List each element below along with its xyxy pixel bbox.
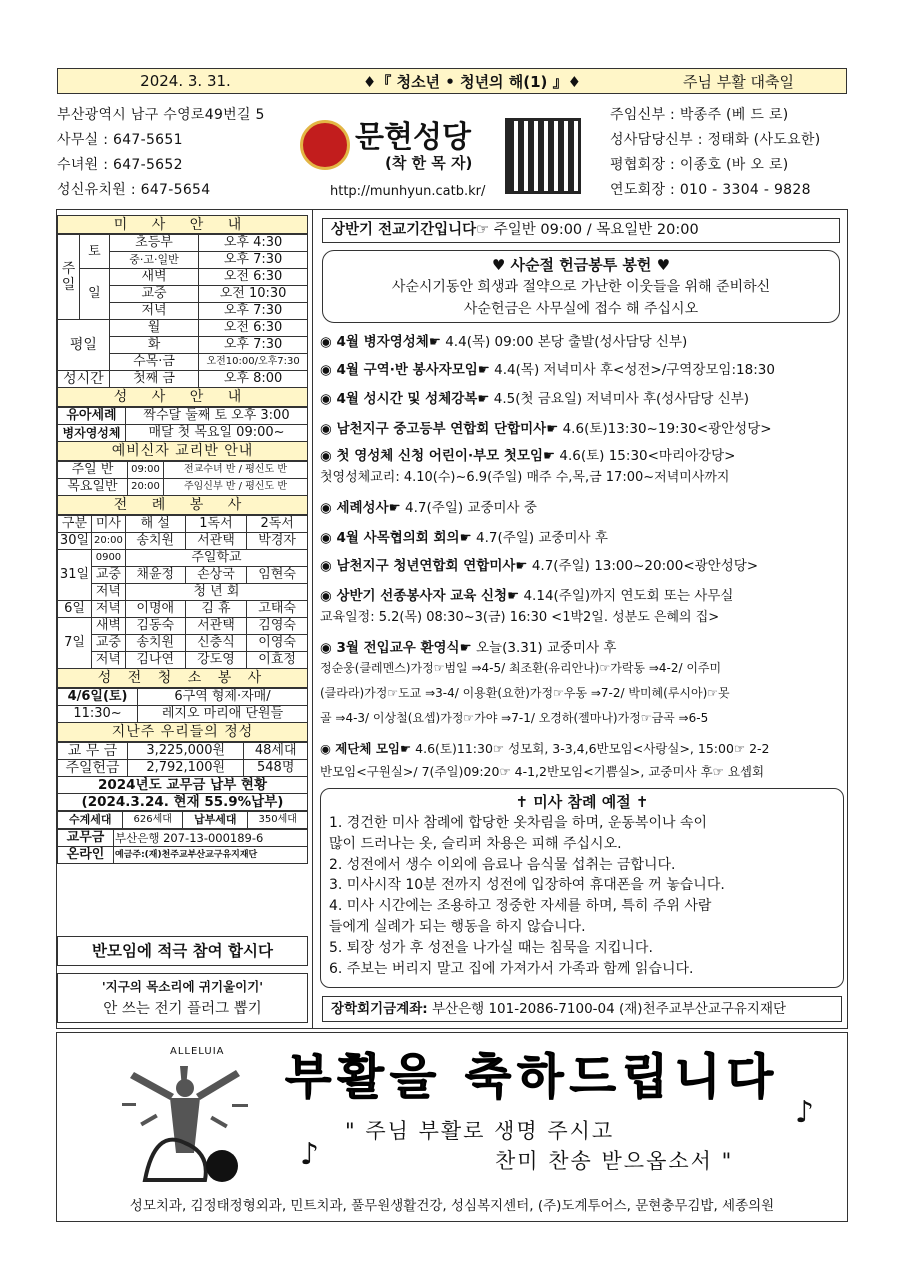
class-teacher: 주임신부 반 / 평신도 반 (164, 479, 308, 496)
service-day: 6일 (58, 601, 92, 618)
account-label: 교무금 (58, 830, 114, 847)
service-person: 김 휴 (185, 601, 247, 618)
notice-title: ◉ 4월 사목협의회 회의 (320, 530, 460, 546)
notice-item (320, 444, 735, 464)
etiquette-rule: 많이 드러나는 옷, 슬리퍼 차용은 피해 주십시오. (329, 835, 622, 852)
lent-line: 사순시기동안 희생과 절약으로 가난한 이웃들을 위해 준비하신 (391, 279, 771, 295)
slogan-box: 반모임에 적극 참여 합시다 (57, 936, 308, 966)
notice-detail: ☛ 4.7(주일) 13:00~20:00<광안성당> (515, 558, 759, 574)
weekday-label: 평일 (58, 320, 110, 371)
mass-time: 오후 7:30 (199, 303, 308, 320)
notice-item (320, 739, 770, 757)
feast-name: 주님 부활 대축일 (683, 72, 794, 91)
notice-item (320, 358, 775, 378)
etiquette-rule: 6. 주보는 버리지 말고 집에 가져가서 가족과 함께 읽습니다. (329, 960, 694, 977)
music-note-icon: ♪ (795, 1095, 815, 1130)
lent-title: ♥ 사순절 헌금봉투 봉헌 ♥ (491, 256, 671, 274)
sacrament-time: 매달 첫 목요일 09:00~ (126, 425, 308, 442)
mass-time: 오후 4:30 (199, 235, 308, 252)
offering-count: 548명 (244, 760, 308, 777)
notice-detail: ☛ 4.6(토)13:30~19:30<광안성당> (546, 421, 772, 437)
count-label: 납부세대 (182, 812, 247, 829)
column-divider (312, 209, 313, 1029)
mass-name: 중·고·일반 (109, 252, 198, 269)
mass-name: 화 (109, 337, 198, 354)
notice-detail: ☛ 4.7(주일) 교중미사 중 (388, 500, 537, 516)
yeondo-president: 연도회장 : 010 - 3304 - 9828 (610, 182, 811, 198)
service-mass: 저녁 (91, 652, 125, 669)
scholarship-account: 부산은행 101-2086-7100-04 (재)천주교부산교구유지재단 (431, 1001, 787, 1017)
service-person: 고태숙 (247, 601, 308, 618)
council-president: 평협회장 : 이종호 (바 오 로) (610, 157, 789, 173)
service-person: 이효정 (247, 652, 308, 669)
service-day: 7일 (58, 618, 92, 669)
earth-title: '지구의 목소리에 귀기울이기' (101, 979, 264, 994)
sacrament-time: 짝수달 둘째 토 오후 3:00 (126, 408, 308, 425)
mass-time: 오전 10:30 (199, 286, 308, 303)
service-person: 박경자 (247, 533, 308, 550)
sponsor-list: 성모치과, 김정태정형외과, 민트치과, 풀무원생활건강, 성심복지센터, (주)도계투어스, 문현충무김밥, 세종의원 (129, 1198, 775, 1214)
mass-name: 월 (109, 320, 198, 337)
welcome-line: 골 ⇒4-3/ 이상철(요셉)가정☞가야 ⇒7-1/ 오경하(젤마나)가정☞금곡 ⇒6-5 (320, 711, 709, 725)
mass-name: 교중 (109, 286, 198, 303)
class-time: 09:00 (128, 462, 164, 479)
notice-title: ◉ 제단체 모임 (320, 741, 400, 756)
scholarship-label: 장학회기금계좌: (331, 1001, 428, 1017)
notice-title: ◉ 3월 전입교우 환영식 (320, 640, 460, 656)
mass-time: 오전 6:30 (199, 269, 308, 286)
account-holder: 예금주:(재)천주교부산교구유지재단 (114, 847, 308, 864)
col-header: 2독서 (247, 516, 308, 533)
sacrament-title: 성 사 안 내 (57, 388, 308, 407)
welcome-line: 정순웅(클레멘스)가정☞범일 ⇒4-5/ 최조환(유리안나)☞가락동 ⇒4-2/ 이주미 (320, 661, 722, 675)
mass-name: 새벽 (109, 269, 198, 286)
dues-status-title: 2024년도 교무금 납부 현황 (58, 777, 308, 794)
etiquette-box (320, 788, 844, 988)
offering-title: 지난주 우리들의 정성 (57, 723, 308, 742)
class-name: 주일 반 (58, 462, 128, 479)
sacrament-name: 병자영성체 (58, 425, 126, 442)
cleaning-time: 11:30~ (58, 706, 138, 723)
holy-hour-label: 성시간 (58, 371, 110, 388)
service-person: 신충식 (185, 635, 247, 652)
notice-item (320, 554, 758, 574)
notice-title: ◉ 4월 병자영성체 (320, 334, 429, 350)
account-label: 온라인 (58, 847, 114, 864)
qr-code-icon[interactable] (505, 118, 581, 194)
service-person: 이명애 (125, 601, 185, 618)
notice-detail: ☛ 4.6(토) 15:30<마리아강당> (542, 448, 736, 464)
etiquette-title: ✝ 미사 참례 예절 ✝ (515, 793, 649, 811)
etiquette-rule: 1. 경건한 미사 참례에 합당한 옷차림을 하며, 운동복이나 속이 (329, 815, 707, 831)
parish-name: 문현성당 (355, 120, 471, 155)
notice-detail: ☛ 4.4(목) 저녁미사 후<성전>/구역장모임:18:30 (477, 362, 775, 378)
offering-count: 48세대 (244, 743, 308, 760)
staff-list (610, 103, 821, 203)
sunday-label: 주일 (58, 235, 80, 320)
alleluia-text: ALLELUIA (170, 1046, 225, 1057)
service-day: 30일 (58, 533, 92, 550)
parish-logo-icon (300, 120, 350, 170)
notice-title: ◉ 4월 성시간 및 성체강복 (320, 391, 478, 407)
music-note-icon: ♪ (300, 1137, 320, 1172)
notice-sub: 교육일정: 5.2(목) 08:30~3(금) 16:30 <1박2일. 성분도 은혜의 집> (320, 610, 720, 625)
notice-title: ◉ 첫 영성체 신청 어린이·부모 첫모임 (320, 448, 543, 464)
etiquette-rule: 들에게 실례가 되는 행동을 하지 않습니다. (329, 918, 586, 935)
risen-christ-icon (110, 1058, 260, 1183)
easter-verse: 찬미 찬송 받으옵소서 " (495, 1149, 734, 1173)
header-bar (57, 68, 847, 94)
contact-info (57, 103, 265, 203)
service-person: 김동숙 (125, 618, 185, 635)
notice-item (320, 417, 772, 437)
service-person: 서관택 (185, 533, 247, 550)
sacrament-name: 유아세례 (58, 408, 126, 425)
service-person: 손상국 (185, 567, 247, 584)
service-mass: 0900 (91, 550, 125, 567)
mass-title: 미 사 안 내 (57, 215, 308, 234)
offering-amount: 2,792,100원 (128, 760, 244, 777)
sun-label: 일 (79, 269, 109, 320)
class-time: 20:00 (128, 479, 164, 496)
offering-type: 교 무 금 (58, 743, 128, 760)
mass-time: 오전 6:30 (199, 320, 308, 337)
account-number: 부산은행 207-13-000189-6 (114, 830, 308, 847)
service-mass: 저녁 (91, 584, 125, 601)
offering-amount: 3,225,000원 (128, 743, 244, 760)
convent-phone: 수녀원 : 647-5652 (57, 157, 183, 173)
lent-box (322, 250, 840, 323)
mission-title: 상반기 전교기간입니다 (331, 222, 477, 238)
service-mass: 새벽 (91, 618, 125, 635)
parish-url[interactable]: http://munhyun.catb.kr/ (330, 184, 486, 199)
easter-verse: " 주님 부활로 생명 주시고 (345, 1119, 615, 1143)
catechism-title: 예비신자 교리반 안내 (57, 442, 308, 461)
etiquette-rule: 2. 성전에서 생수 이외에 음료나 음식물 섭취는 금합니다. (329, 856, 676, 873)
easter-title: 부활을 축하드립니다 (285, 1049, 780, 1105)
parish-subtitle: (착 한 목 자) (385, 154, 473, 172)
notice-item (320, 387, 749, 407)
class-name: 목요일반 (58, 479, 128, 496)
cleaning-title: 성 전 청 소 봉 사 (57, 669, 308, 688)
mass-time: 오후 7:30 (199, 252, 308, 269)
service-person: 송치원 (125, 533, 185, 550)
notice-detail: ☛ 4.7(주일) 교중미사 후 (459, 530, 608, 546)
notice-item (320, 636, 616, 656)
count-value: 626세대 (123, 812, 183, 829)
service-person: 서관택 (185, 618, 247, 635)
service-person: 김영숙 (247, 618, 308, 635)
notice-item (320, 584, 733, 604)
etiquette-rule: 3. 미사시작 10분 전까지 성전에 입장하여 휴대폰을 꺼 놓습니다. (329, 877, 725, 894)
earth-action: 안 쓰는 전기 플러그 뽑기 (103, 1001, 262, 1017)
notice-item (320, 330, 687, 350)
mass-name: 첫째 금 (109, 371, 198, 388)
office-phone: 사무실 : 647-5651 (57, 132, 183, 148)
cleaning-team: 6구역 형제·자매/ (138, 689, 308, 706)
sat-label: 토 (79, 235, 109, 269)
scholarship-box (322, 996, 842, 1022)
mass-time: 오후 7:30 (199, 337, 308, 354)
notice-title: ◉ 상반기 선종봉사자 교육 신청 (320, 588, 508, 604)
assistant-priest: 성사담당신부 : 정태화 (사도요한) (610, 132, 821, 148)
lent-line: 사순헌금은 사무실에 접수 해 주십시오 (463, 301, 699, 317)
count-label: 수계세대 (58, 812, 123, 829)
col-header: 구분 (58, 516, 92, 533)
service-mass: 교중 (91, 567, 125, 584)
address: 부산광역시 남구 수영로49번길 5 (57, 107, 265, 123)
mass-name: 수목·금 (109, 354, 198, 371)
offering-type: 주일헌금 (58, 760, 128, 777)
cleaning-date: 4/6일(토) (58, 689, 138, 706)
notice-title: ◉ 세례성사 (320, 500, 389, 516)
service-person: 채윤정 (125, 567, 185, 584)
notice-sub: 반모임<구원실>/ 7(주일)09:20☞ 4-1,2반모임<기쁨실>, 교중미사 후☞ 요셉회 (320, 764, 765, 779)
notice-detail: ☛ 4.5(첫 금요일) 저녁미사 후(성사담당 신부) (477, 391, 750, 407)
notice-detail: ☛ 4.6(토)11:30☞ 성모회, 3-3,4,6반모임<사랑실>, 15:00☞ 2-2 (400, 741, 770, 756)
service-person: 청 년 회 (125, 584, 307, 601)
etiquette-rule: 4. 미사 시간에는 조용하고 정중한 자세를 하며, 특히 주위 사람 (329, 898, 712, 915)
welcome-line: (클라라)가정☞도교 ⇒3-4/ 이용환(요한)가정☞우동 ⇒7-2/ 박미혜(루시아)☞못 (320, 686, 730, 700)
notice-title: ◉ 4월 구역·반 봉사자모임 (320, 362, 478, 378)
service-person: 이영숙 (247, 635, 308, 652)
service-person: 송치원 (125, 635, 185, 652)
notice-item (320, 526, 608, 546)
service-person: 강도영 (185, 652, 247, 669)
cleaning-team: 레지오 마리애 단원들 (138, 706, 308, 723)
service-day: 31일 (58, 550, 92, 601)
notice-sub: 첫영성체교리: 4.10(수)~6.9(주일) 매주 수,목,금 17:00~저녁미사까지 (320, 470, 730, 485)
service-mass: 20:00 (91, 533, 125, 550)
mission-times: ☞ 주일반 09:00 / 목요일반 20:00 (476, 222, 699, 238)
col-header: 미사 (91, 516, 125, 533)
year-theme: ♦『 청소년 • 청년의 해(1) 』♦ (362, 72, 582, 91)
pastor: 주임신부 : 박종주 (베 드 로) (610, 107, 789, 123)
notice-title: ◉ 남천지구 청년연합회 연합미사 (320, 558, 516, 574)
mission-banner (322, 218, 840, 243)
service-person: 김나연 (125, 652, 185, 669)
mass-name: 초등부 (109, 235, 198, 252)
notice-item (320, 496, 537, 516)
mass-time: 오전10:00/오후7:30 (199, 354, 308, 371)
service-title: 전 례 봉 사 (57, 496, 308, 515)
etiquette-rule: 5. 퇴장 성가 후 성전을 나가실 때는 침묵을 지킵니다. (329, 939, 653, 956)
mass-name: 저녁 (109, 303, 198, 320)
service-person: 임현숙 (247, 567, 308, 584)
mass-time: 오후 8:00 (199, 371, 308, 388)
bulletin-date: 2024. 3. 31. (140, 72, 231, 90)
notice-detail: ☛ 4.14(주일)까지 연도회 또는 사무실 (507, 588, 734, 604)
notice-title: ◉ 남천지구 중고등부 연합회 단합미사 (320, 421, 547, 437)
class-teacher: 전교수녀 반 / 평신도 반 (164, 462, 308, 479)
kinder-phone: 성신유치원 : 647-5654 (57, 182, 211, 198)
col-header: 해 설 (125, 516, 185, 533)
count-value: 350세대 (248, 812, 308, 829)
service-mass: 교중 (91, 635, 125, 652)
service-mass: 저녁 (91, 601, 125, 618)
notice-detail: ☛ 오늘(3.31) 교중미사 후 (459, 640, 617, 656)
dues-status-rate: (2024.3.24. 현재 55.9%납부) (58, 794, 308, 811)
service-person: 주일학교 (125, 550, 307, 567)
col-header: 1독서 (185, 516, 247, 533)
notice-detail: ☛ 4.4(목) 09:00 본당 출발(성사담당 신부) (428, 334, 688, 350)
